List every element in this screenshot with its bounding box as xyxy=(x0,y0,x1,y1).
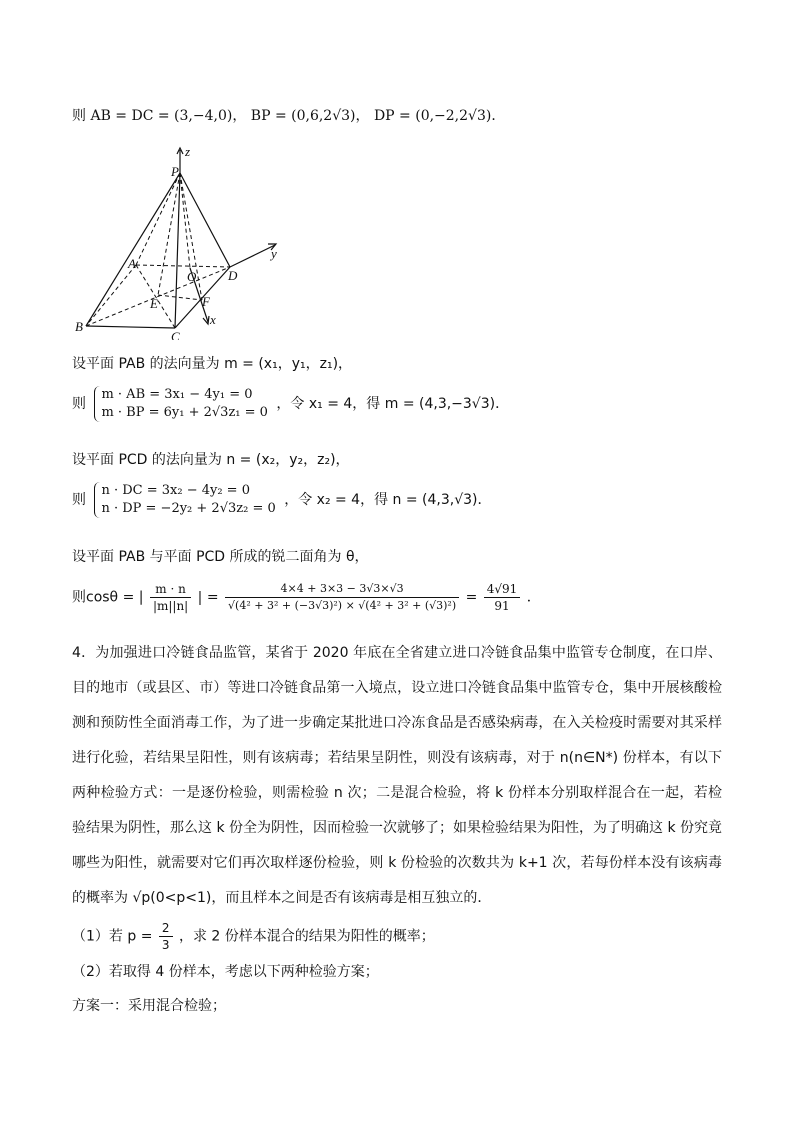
label-p: P xyxy=(171,164,179,179)
label-z: z xyxy=(185,144,191,159)
edge-ef xyxy=(158,295,202,300)
normal-pab-system xyxy=(72,386,509,422)
prefix-text: 则 xyxy=(72,396,86,412)
label-f: F xyxy=(202,294,210,309)
angle-intro: 设平面 PAB 与平面 PCD 所成的锐二面角为 θ， xyxy=(72,549,369,565)
plan-1: 方案一：采用混合检验； xyxy=(72,998,226,1014)
cos-prefix: 则cosθ = | xyxy=(72,589,144,606)
let-text: ，令 x₂ = 4，得 n = (4,3,√3)． xyxy=(284,492,492,508)
question-1 xyxy=(72,920,435,953)
equation-2: m · BP = 6y₁ + 2√3z₁ = 0 xyxy=(101,405,268,420)
abs-close: | = xyxy=(197,589,219,606)
normal-pab-intro: 设平面 PAB 的法向量为 m = (x₁，y₁，z₁)， xyxy=(72,356,353,372)
label-y: y xyxy=(271,246,277,261)
edge-pd xyxy=(180,173,230,267)
fraction-values xyxy=(225,581,459,614)
label-x: x xyxy=(210,312,216,327)
prefix-text: 则 xyxy=(72,108,86,124)
edge-ab xyxy=(86,265,136,326)
vector-line xyxy=(72,106,505,126)
fraction-numerator: 4√91 xyxy=(484,581,521,598)
period: ． xyxy=(526,589,541,606)
fraction-result xyxy=(484,581,521,614)
equation-system xyxy=(94,386,267,422)
y-axis xyxy=(230,245,275,267)
fraction-numerator: 2 xyxy=(159,920,173,937)
period: ． xyxy=(491,108,506,124)
equation-1: n · DC = 3x₂ − 4y₂ = 0 xyxy=(101,483,250,498)
fraction-mn xyxy=(150,581,191,614)
prefix-text: 则 xyxy=(72,492,86,508)
problem-4-text: 4．为加强进口冷链食品监管，某省于 2020 年底在全省建立进口冷链食品集中监管专仓制度，在口岸、目的地市（或县区、市）等进口冷链食品第一入境点，设立进口冷链食品集中监管专仓，集中开展核酸检测和预防性全面消毒工作，为了进一步确定某批进口冷冻食品是否感染病毒，在入关检疫时需要对其采样进行化验，若结果呈阳性，则有该病毒；若结果呈阴性，则没有该病毒，对于 n(n∈N*) 份样本，有以下两种检验方式：一是逐份检验，则需检验 n 次；二是混合检验，将 k 份样本分别取样混合在一起，若检验结果为阴性，那么这 k 份全为阴性，因而检验一次就够了；如果检验结果为阳性，为了明确这 k 份究竟哪些为阳性，就需要对它们再次取样逐份检验，则 k 份检验的次数共为 k+1 次，若每份样本没有该病毒的概率为 √p(0<p<1)，而且样本之间是否有该病毒是相互独立的． xyxy=(72,645,723,906)
fraction-p xyxy=(159,920,173,953)
edge-pa xyxy=(136,173,180,265)
let-text: ，令 x₁ = 4，得 m = (4,3,−3√3)． xyxy=(276,396,510,412)
equals: = xyxy=(465,589,478,606)
equation-2: n · DP = −2y₂ + 2√3z₂ = 0 xyxy=(101,501,276,516)
question-2: （2）若取得 4 份样本，考虑以下两种检验方案； xyxy=(72,964,379,980)
edge-po xyxy=(180,173,190,268)
pyramid-figure xyxy=(70,140,300,340)
equation-system xyxy=(94,482,275,518)
q1-prefix: （1）若 p = xyxy=(72,928,153,945)
vector-dp: DP = (0,−2,2√3) xyxy=(373,108,492,124)
fraction-denominator: 91 xyxy=(494,599,510,613)
fraction-numerator: 4×4 + 3×3 − 3√3×√3 xyxy=(225,581,459,598)
fraction-denominator: 3 xyxy=(161,938,170,952)
cosine-formula xyxy=(72,581,541,614)
edge-bc xyxy=(86,326,175,328)
fraction-denominator: √(4² + 3² + (−3√3)²) × √(4² + 3² + (√3)²) xyxy=(228,599,457,612)
equation-1: m · AB = 3x₁ − 4y₁ = 0 xyxy=(101,387,253,402)
label-b: B xyxy=(75,319,83,334)
vector-ab-dc: AB = DC = (3,−4,0) xyxy=(90,108,233,124)
label-o: O xyxy=(187,269,197,284)
label-e: E xyxy=(150,296,158,311)
separator: ， xyxy=(232,108,247,124)
label-d: D xyxy=(228,268,238,283)
fraction-denominator: |m||n| xyxy=(152,599,189,613)
normal-pcd-system xyxy=(72,482,492,518)
normal-pcd-intro: 设平面 PCD 的法向量为 n = (x₂，y₂，z₂)， xyxy=(72,452,350,468)
vector-bp: BP = (0,6,2√3) xyxy=(250,108,356,124)
edge-ad xyxy=(136,265,230,267)
fraction-numerator: m · n xyxy=(150,581,191,598)
q1-suffix: ，求 2 份样本混合的结果为阳性的概率； xyxy=(178,928,435,945)
separator: ， xyxy=(355,108,370,124)
label-a: A xyxy=(128,256,136,271)
label-c: C xyxy=(171,329,180,340)
